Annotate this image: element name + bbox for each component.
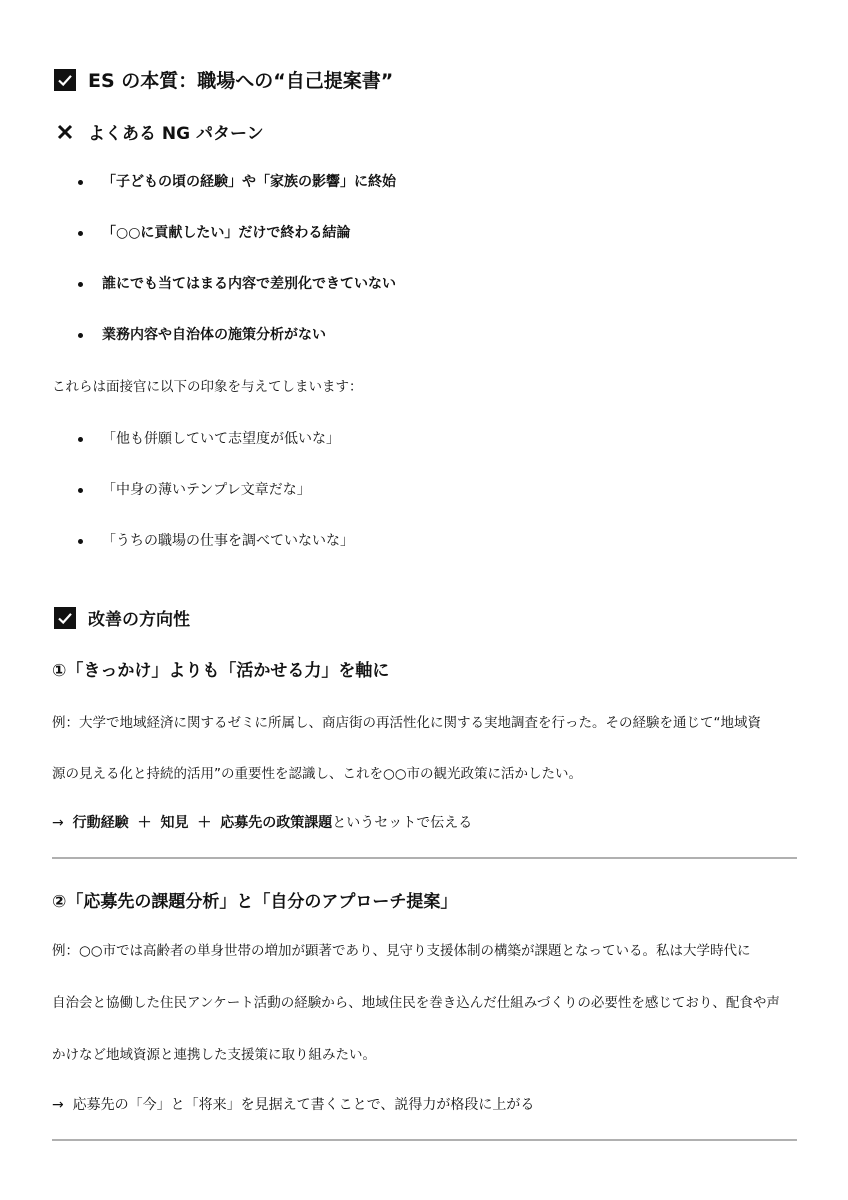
summary-term: 応募先の政策課題 bbox=[220, 815, 333, 831]
section-title: 改善の方向性 bbox=[88, 610, 190, 630]
divider bbox=[52, 857, 797, 859]
summary-term: 知見 bbox=[160, 815, 189, 831]
bullet-icon bbox=[78, 333, 83, 338]
bullet-icon bbox=[78, 488, 83, 493]
point2-title: ②「応募先の課題分析」と「自分のアプローチ提案」 bbox=[52, 892, 458, 912]
plus-sign: ＋ bbox=[197, 815, 212, 831]
impression-intro-text: これらは面接官に以下の印象を与えてしまいます： bbox=[52, 379, 363, 395]
point1-example-line: 源の見える化と持続的活用”の重要性を認識し、これを○○市の観光政策に活かしたい。 bbox=[52, 766, 583, 782]
point2-example-line: 自治会と協働した住民アンケート活動の経験から、地域住民を巻き込んだ仕組みづくりの必要性を感じており、配食や声 bbox=[52, 995, 780, 1011]
point2-example-line: 例：○○市では高齢者の単身世帯の増加が顕著であり、見守り支援体制の構築が課題となっている。私は大学時代に bbox=[52, 943, 751, 959]
summary-term: 行動経験 bbox=[72, 815, 129, 831]
plus-sign: ＋ bbox=[137, 815, 152, 831]
point1-example-line: 例：大学で地域経済に関するゼミに所属し、商店街の再活性化に関する実地調査を行った。その経験を通じて“地域資 bbox=[52, 715, 761, 731]
point1-title: ①「きっかけ」よりも「活かせる力」を軸に bbox=[52, 661, 390, 681]
summary-text: 応募先の「今」と「将来」を見据えて書くことで、説得力が格段に上がる bbox=[72, 1097, 535, 1113]
arrow-icon: → bbox=[52, 815, 64, 831]
point2-example-line: かけなど地域資源と連携した支援策に取り組みたい。 bbox=[52, 1047, 376, 1063]
point1-summary bbox=[52, 812, 472, 832]
bullet-icon bbox=[78, 282, 83, 287]
section-title: ES の本質：職場への“自己提案書” bbox=[88, 70, 394, 92]
section-title: よくある NG パターン bbox=[88, 124, 264, 144]
section-heading-ng-patterns bbox=[54, 119, 264, 144]
summary-tail: というセットで伝える bbox=[332, 815, 473, 831]
cross-mark-icon bbox=[54, 121, 76, 143]
section-heading-es-essence bbox=[54, 66, 393, 93]
checkbox-checked-icon bbox=[54, 69, 76, 91]
section-heading-improvement bbox=[54, 605, 190, 630]
point2-summary bbox=[52, 1094, 534, 1114]
checkbox-checked-icon bbox=[54, 607, 76, 629]
divider bbox=[52, 1139, 797, 1141]
bullet-icon bbox=[78, 231, 83, 236]
bullet-icon bbox=[78, 180, 83, 185]
arrow-icon: → bbox=[52, 1097, 64, 1113]
bullet-icon bbox=[78, 437, 83, 442]
document-page: ES の本質：職場への“自己提案書” よくある NG パターン 「子どもの頃の経験」や「家族の影響」に終始 「○○に貢献したい」だけで終わる結論 誰にでも当てはまる内容で差別化できていない 業務内容や自治体の施策分析がない これらは面接官に以下の印象を与えてしまいます： 「他も併願していて志望度が低いな」 「中身の薄いテンプレ文章だな」 「うちの職場の仕事を調べていないな」 改善の方向性 ①「きっかけ」よりも「活かせる力」を軸に 例：大学で地域経済に関するゼミに所属し、商店街の再活性化に関する実地調査を行った。その経験を通じて“地域資 源の見える化と持続的活用”の重要性を認識し、これを○○市の観光政策に活かしたい。 → 行動経験 ＋ 知見 ＋ 応募先の政策課題というセットで伝える ②「応募先の課題分析」と「自分のアプローチ提案」 例：○○市では高齢者の単身世帯の増加が顕著であり、見守り支援体制の構築が課題となっている。私は大学時代に 自治会と協働した住民アンケート活動の経験から、地域住民を巻き込んだ仕組みづくりの必要性を感じており、配食や声 かけなど地域資源と連携した支援策に取り組みたい。 → 応募先の「今」と「将来」を見据えて書くことで、説得力が格段に上がる bbox=[0, 0, 848, 1200]
bullet-icon bbox=[78, 539, 83, 544]
